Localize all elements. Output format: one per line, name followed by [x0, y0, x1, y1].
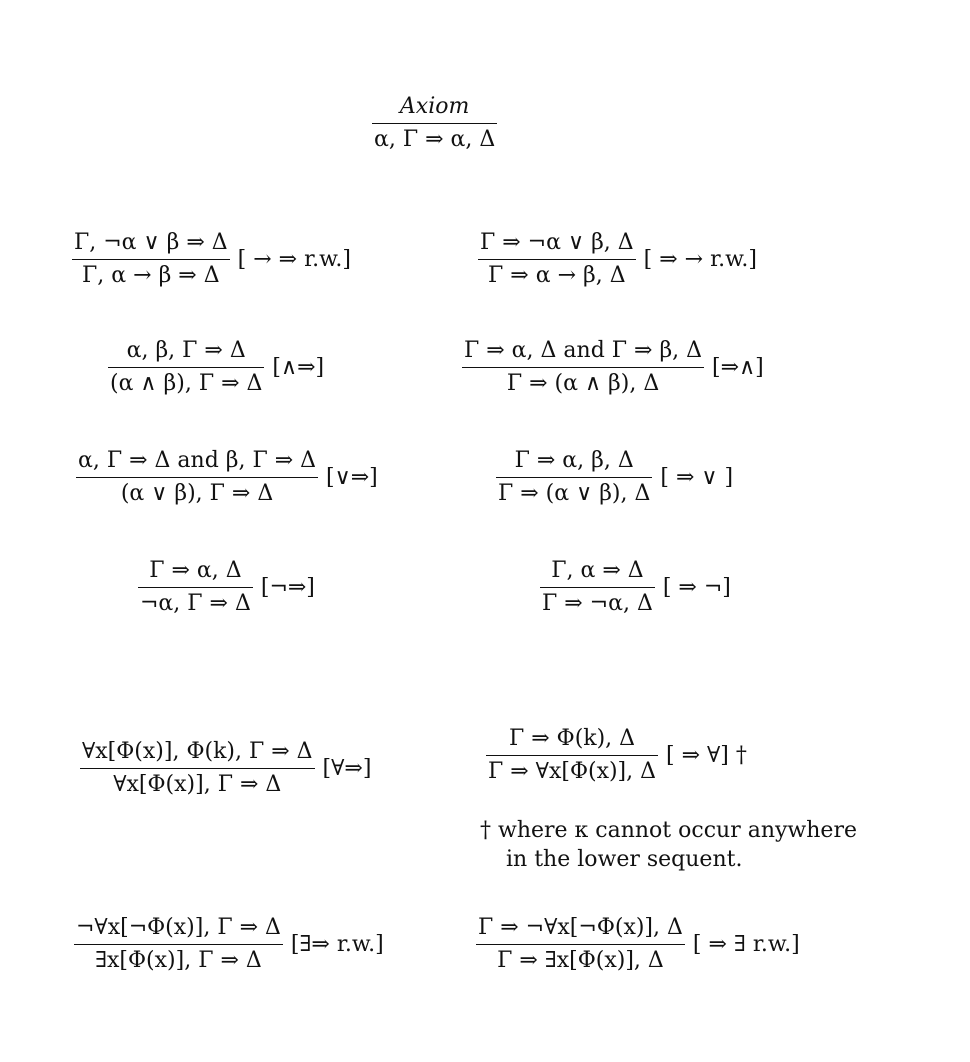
rule-not-right	[540, 556, 731, 619]
premise: Γ ⇒ α, Δ	[149, 558, 242, 583]
premise: ∀x[Φ(x)], Φ(k), Γ ⇒ Δ	[82, 739, 313, 764]
axiom	[372, 92, 497, 155]
rule-label: [ ⇒ ∀] †	[666, 743, 747, 769]
rule-label: [ ⇒ ∨ ]	[660, 465, 734, 491]
premise: Γ ⇒ α, Δ and Γ ⇒ β, Δ	[464, 338, 703, 363]
inference-line	[74, 944, 283, 945]
footnote-line-2: in the lower sequent.	[506, 847, 743, 872]
inference-line	[462, 367, 704, 368]
inference-line	[372, 123, 497, 124]
rule-and-left	[108, 336, 324, 399]
rule-exists-left	[74, 913, 384, 976]
inference-line	[72, 259, 230, 260]
conclusion: ¬α, Γ ⇒ Δ	[140, 591, 251, 617]
premise: α, Γ ⇒ Δ and β, Γ ⇒ Δ	[78, 448, 317, 473]
rule-label: [⇒∧]	[712, 355, 764, 381]
rule-label: [∨⇒]	[326, 465, 378, 491]
rule-label: [ → ⇒ r.w.]	[237, 247, 351, 273]
rule-exists-right	[476, 913, 800, 976]
rule-label: [ ⇒ → r.w.]	[643, 247, 757, 273]
conclusion: Γ ⇒ ∀x[Φ(x)], Δ	[488, 759, 657, 785]
rule-label: [¬⇒]	[260, 575, 315, 601]
inference-line	[476, 944, 685, 945]
inference-line	[76, 477, 318, 478]
axiom-fraction	[372, 92, 497, 155]
rule-label: [∀⇒]	[322, 756, 372, 782]
axiom-denominator: α, Γ ⇒ α, Δ	[374, 127, 496, 153]
axiom-numerator: Axiom	[399, 94, 470, 119]
rule-or-right	[496, 446, 733, 509]
inference-line	[108, 367, 264, 368]
conclusion: ∃x[Φ(x)], Γ ⇒ Δ	[95, 948, 262, 974]
premise: Γ, ¬α ∨ β ⇒ Δ	[74, 230, 228, 255]
inference-line	[486, 755, 658, 756]
rule-label: [∧⇒]	[272, 355, 325, 381]
inference-line	[138, 587, 253, 588]
premise: Γ ⇒ Φ(k), Δ	[508, 726, 636, 751]
footnote-line-1: † where κ cannot occur anywhere	[480, 818, 857, 843]
rule-impl-left	[72, 228, 351, 291]
footnote	[480, 816, 857, 874]
rule-impl-right	[478, 228, 757, 291]
conclusion: Γ ⇒ (α ∧ β), Δ	[506, 371, 660, 397]
premise: ¬∀x[¬Φ(x)], Γ ⇒ Δ	[76, 915, 281, 940]
conclusion: ∀x[Φ(x)], Γ ⇒ Δ	[113, 772, 282, 798]
rule-label: [ ⇒ ∃ r.w.]	[692, 932, 800, 958]
premise: Γ, α ⇒ Δ	[551, 558, 644, 583]
inference-line	[478, 259, 636, 260]
rule-forall-right	[486, 724, 747, 787]
rule-not-left	[138, 556, 315, 619]
rule-or-left	[76, 446, 378, 509]
rule-label: [ ⇒ ¬]	[662, 575, 731, 601]
conclusion: Γ, α → β ⇒ Δ	[82, 263, 220, 289]
premise: α, β, Γ ⇒ Δ	[126, 338, 246, 363]
rule-label: [∃⇒ r.w.]	[290, 932, 384, 958]
premise: Γ ⇒ ¬∀x[¬Φ(x)], Δ	[478, 915, 683, 940]
inference-line	[496, 477, 652, 478]
conclusion: Γ ⇒ (α ∨ β), Δ	[498, 481, 651, 507]
inference-line	[540, 587, 655, 588]
conclusion: Γ ⇒ ¬α, Δ	[542, 591, 653, 617]
rule-and-right	[462, 336, 764, 399]
rule-forall-left	[80, 737, 371, 800]
conclusion: (α ∧ β), Γ ⇒ Δ	[110, 371, 263, 397]
premise: Γ ⇒ α, β, Δ	[514, 448, 634, 473]
inference-line	[80, 768, 315, 769]
conclusion: Γ ⇒ α → β, Δ	[488, 263, 626, 289]
conclusion: Γ ⇒ ∃x[Φ(x)], Δ	[497, 948, 664, 974]
conclusion: (α ∨ β), Γ ⇒ Δ	[120, 481, 274, 507]
premise: Γ ⇒ ¬α ∨ β, Δ	[480, 230, 634, 255]
